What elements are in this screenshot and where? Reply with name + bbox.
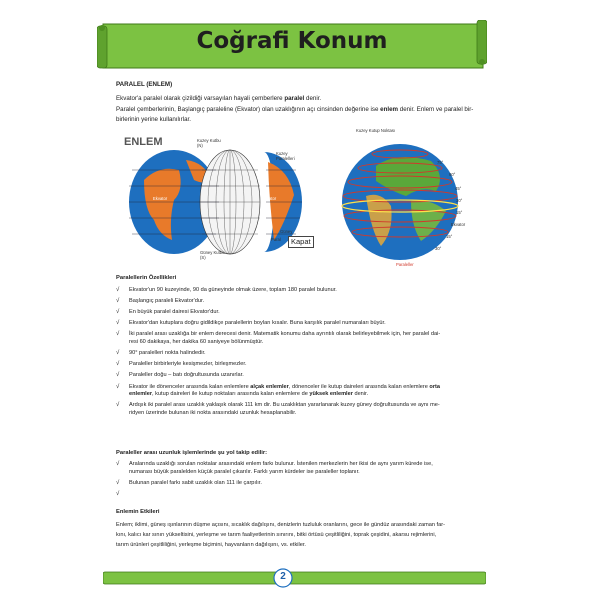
list-item: √ Aralarında uzaklığı sorulan noktalar arasındaki enlem farkı bulunur. İstenilen merkezlerin her ikisi de aynı yarım kürede ise, numarası büyük paralelden küçük paralel çıkarılır. Farklı yarım kürdeler ise paraleller toplanır. [116,461,433,475]
kuzey-kutup-noktasi-label: Kuzey Kutup Noktası [356,128,396,133]
effects-line-3: tarım ürünleri çeşitliliğini, yerleşme biçimini, hayvanların dağılışını, vs. etkiler. [116,542,306,548]
intro1-text: Ekvator'a paralel olarak çizildiği varsayılan hayali çemberlere [116,95,285,102]
list-item: √ Bulunan paralel farkı sabit uzaklık olan 111 ile çarpılır. [116,479,262,486]
page-number: 2 [280,571,286,582]
list-item: √ En büyük paralel dairesi Ekvator'dur. [116,309,220,316]
list-item: √ İki paralel arası uzaklığa bir enlem derecesi denir. Matematik konumu daha ayrıntılı olarak belirleyebilmek için, her paralel dai- resi 60 dakikaya, her dakika 60 saniyeye bölünmüştür. [116,331,441,346]
list-item: √ 90° paralelleri nokta halindedir. [116,350,206,357]
guney-kutbu-label: Güney Kutbu (S) [200,250,225,260]
distance-list: √ Aralarında uzaklığı sorulan noktalar arasındaki enlem farkı bulunur. İstenilen merkezlerin her ikisi de aynı yarım kürede ise, numarası büyük paralelden küçük paralel çıkarılır. Farklı yarım kürdeler ise paraleller toplanır. √ Bulunan paralel farkı sabit uzaklık olan 111 ile çarpılır. √ [116,461,501,491]
degree-30-south: 30° [435,246,442,251]
list-item: √ Paraleller birbirleriyle kesişmezler, birleşmezler. [116,361,247,368]
intro-line-1 [116,95,321,104]
list-item: √ Ekvator ile dönenceler arasında kalan enlemlere alçak enlemler, dönenceler ile kutup daireleri arasında kalan enlemlere orta enlemler, kutup daireleri ile kutup noktaları arasında kalan enlemlere de yüksek enlemler denir. [116,383,440,398]
effects-line-2: kını, kalıcı kar sınırı yükseltisini, yerleşme ve tarım faaliyetlerinin sınırını, bitki örtüsü çeşitliliğini, toprak çeşidini, akarsu rejimlerini, [116,532,437,538]
page-title: Coğrafi Konum [196,28,388,54]
list-item: √ Ekvator'dan kutuplara doğru gidildikçe paralellerin boyları kısalır. Buna karşılık paralel numaraları büyür. [116,320,386,327]
degree-30: 30° [456,198,463,203]
section-heading-paralel: PARALEL (ENLEM) [116,81,173,88]
page-footer [103,568,486,588]
ekvator-right-globe-label: Ekvator [451,222,466,227]
degree-75: 75° [437,160,444,165]
kuzey-paralelleri-label: Kuzey Paralelleri [276,151,295,161]
enlem-figure-label: ENLEM [124,136,163,148]
footer-bar-shape [103,568,486,588]
title-banner [97,20,487,72]
degree-60: 60° [449,172,456,177]
kuzey-kutbu-label: Kuzey Kutbu (N) [197,138,221,148]
intro2-post: denir. Enlem ve paralel bir- [398,106,474,113]
list-item: √ Paraleller doğu – batı doğrultusunda uzanırlar. [116,372,244,379]
features-list [116,287,501,421]
earth-parallels-figure [336,136,466,266]
list-item: √ Ekvator'un 90 kuzeyinde, 90 da güneyinde olmak üzere, toplam 180 paralel bulunur. [116,287,337,293]
effects-paragraph [116,520,488,550]
intro-line-2 [116,106,473,115]
degree-45: 45° [455,186,462,191]
list-item: √ Başlangıç paraleli Ekvator'dur. [116,298,205,305]
kapat-button[interactable]: Kapat [288,236,314,248]
effects-line-1: Enlem; iklimi, güneş ışınlarının düşme açısını, sıcaklık dağılışını, denizlerin tuzluluk oranlarını, gece ile gündüz arasındaki zaman far- [116,522,445,528]
distance-heading: Paraleller arası uzunluk işlemlerinde şu yol takip edilir: [116,450,268,456]
degree-15-south: 15° [446,234,453,239]
paraleller-label: Paraleller [396,262,414,267]
features-heading: Paralellerin Özellikleri [116,275,177,281]
degree-15-north: 15° [456,210,463,215]
intro-line-3: birlerinin yerine kullanılırlar. [116,116,191,123]
intro1-post: denir. [304,95,322,102]
ekvator-right-label: Ekvator [262,196,277,201]
effects-heading: Enlemin Etkileri [116,509,160,515]
intro2-bold: enlem [380,106,399,113]
intro2-text: Paralel çemberlerinin, Başlangıç paraleline (Ekvator) olan uzaklığının açı cinsinden değerine ise [116,106,381,113]
ekvator-left-label: Ekvator [153,196,168,201]
list-item: √ Ardışık iki paralel arası uzaklık yaklaşık olarak 111 km dir. Bu uzaklıktan yararlanarak kuzey güney doğrultusunda ve aynı me- ridyen üzerinde bulunan iki nokta arasındaki uzunluk hesaplanabilir. [116,402,440,417]
intro1-bold: paralel [284,95,305,102]
guney-label: Güney [280,229,293,234]
paralel-label: Paral [271,237,281,242]
